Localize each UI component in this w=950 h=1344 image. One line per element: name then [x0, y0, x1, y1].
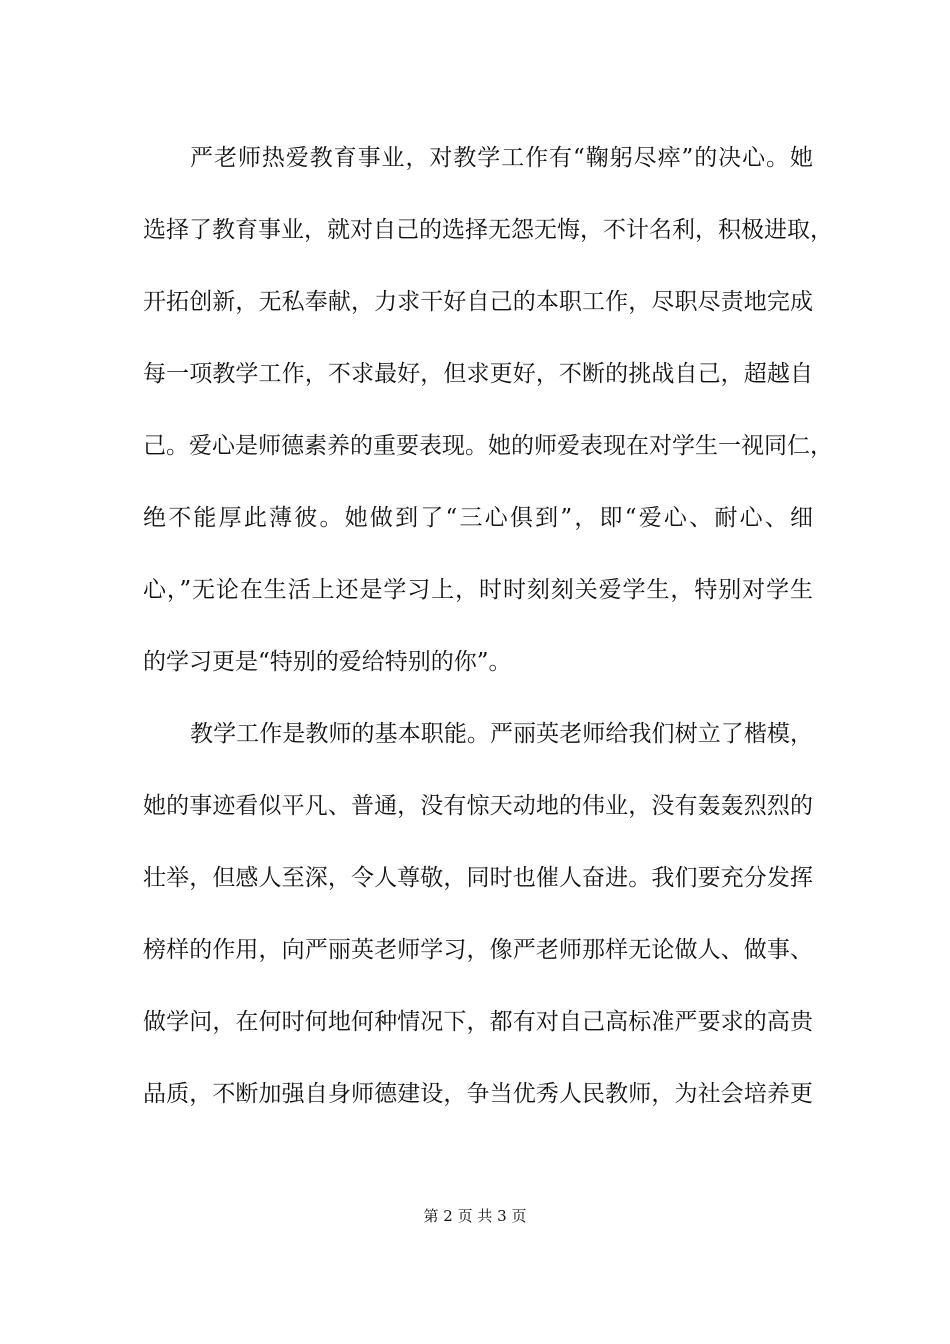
page-number-footer: 第 2 页 共 3 页 — [423, 1207, 527, 1225]
text-line: 做学问，在何时何地何种情况下，都有对自己高标准严要求的高贵 — [143, 1009, 813, 1035]
text-line: 她的事迹看似平凡、普通，没有惊天动地的伟业，没有轰轰烈烈的 — [143, 793, 813, 819]
text-line: 每一项教学工作，不求最好，但求更好，不断的挑战自己，超越自 — [143, 361, 813, 387]
text-line: 心，”无论在生活上还是学习上，时时刻刻关爱学生，特别对学生 — [143, 577, 813, 603]
text-line: 绝不能厚此薄彼。她做到了“三心俱到”，即“爱心、耐心、细 — [143, 505, 813, 531]
text-line: 开拓创新，无私奉献，力求干好自己的本职工作，尽职尽责地完成 — [143, 289, 813, 315]
text-line: 榜样的作用，向严丽英老师学习，像严老师那样无论做人、做事、 — [143, 937, 813, 963]
text-line: 壮举，但感人至深，令人尊敬，同时也催人奋进。我们要充分发挥 — [143, 865, 813, 891]
text-line: 的学习更是“特别的爱给特别的你”。 — [143, 649, 512, 675]
text-line: 教学工作是教师的基本职能。严丽英老师给我们树立了楷模， — [190, 721, 813, 747]
text-line: 己。爱心是师德素养的重要表现。她的师爱表现在对学生一视同仁， — [143, 433, 833, 459]
text-line: 严老师热爱教育事业，对教学工作有“鞠躬尽瘁”的决心。她 — [190, 145, 813, 171]
text-line: 选择了教育事业，就对自己的选择无怨无悔，不计名利，积极进取， — [143, 217, 833, 243]
text-line: 品质，不断加强自身师德建设，争当优秀人民教师，为社会培养更 — [143, 1081, 813, 1107]
